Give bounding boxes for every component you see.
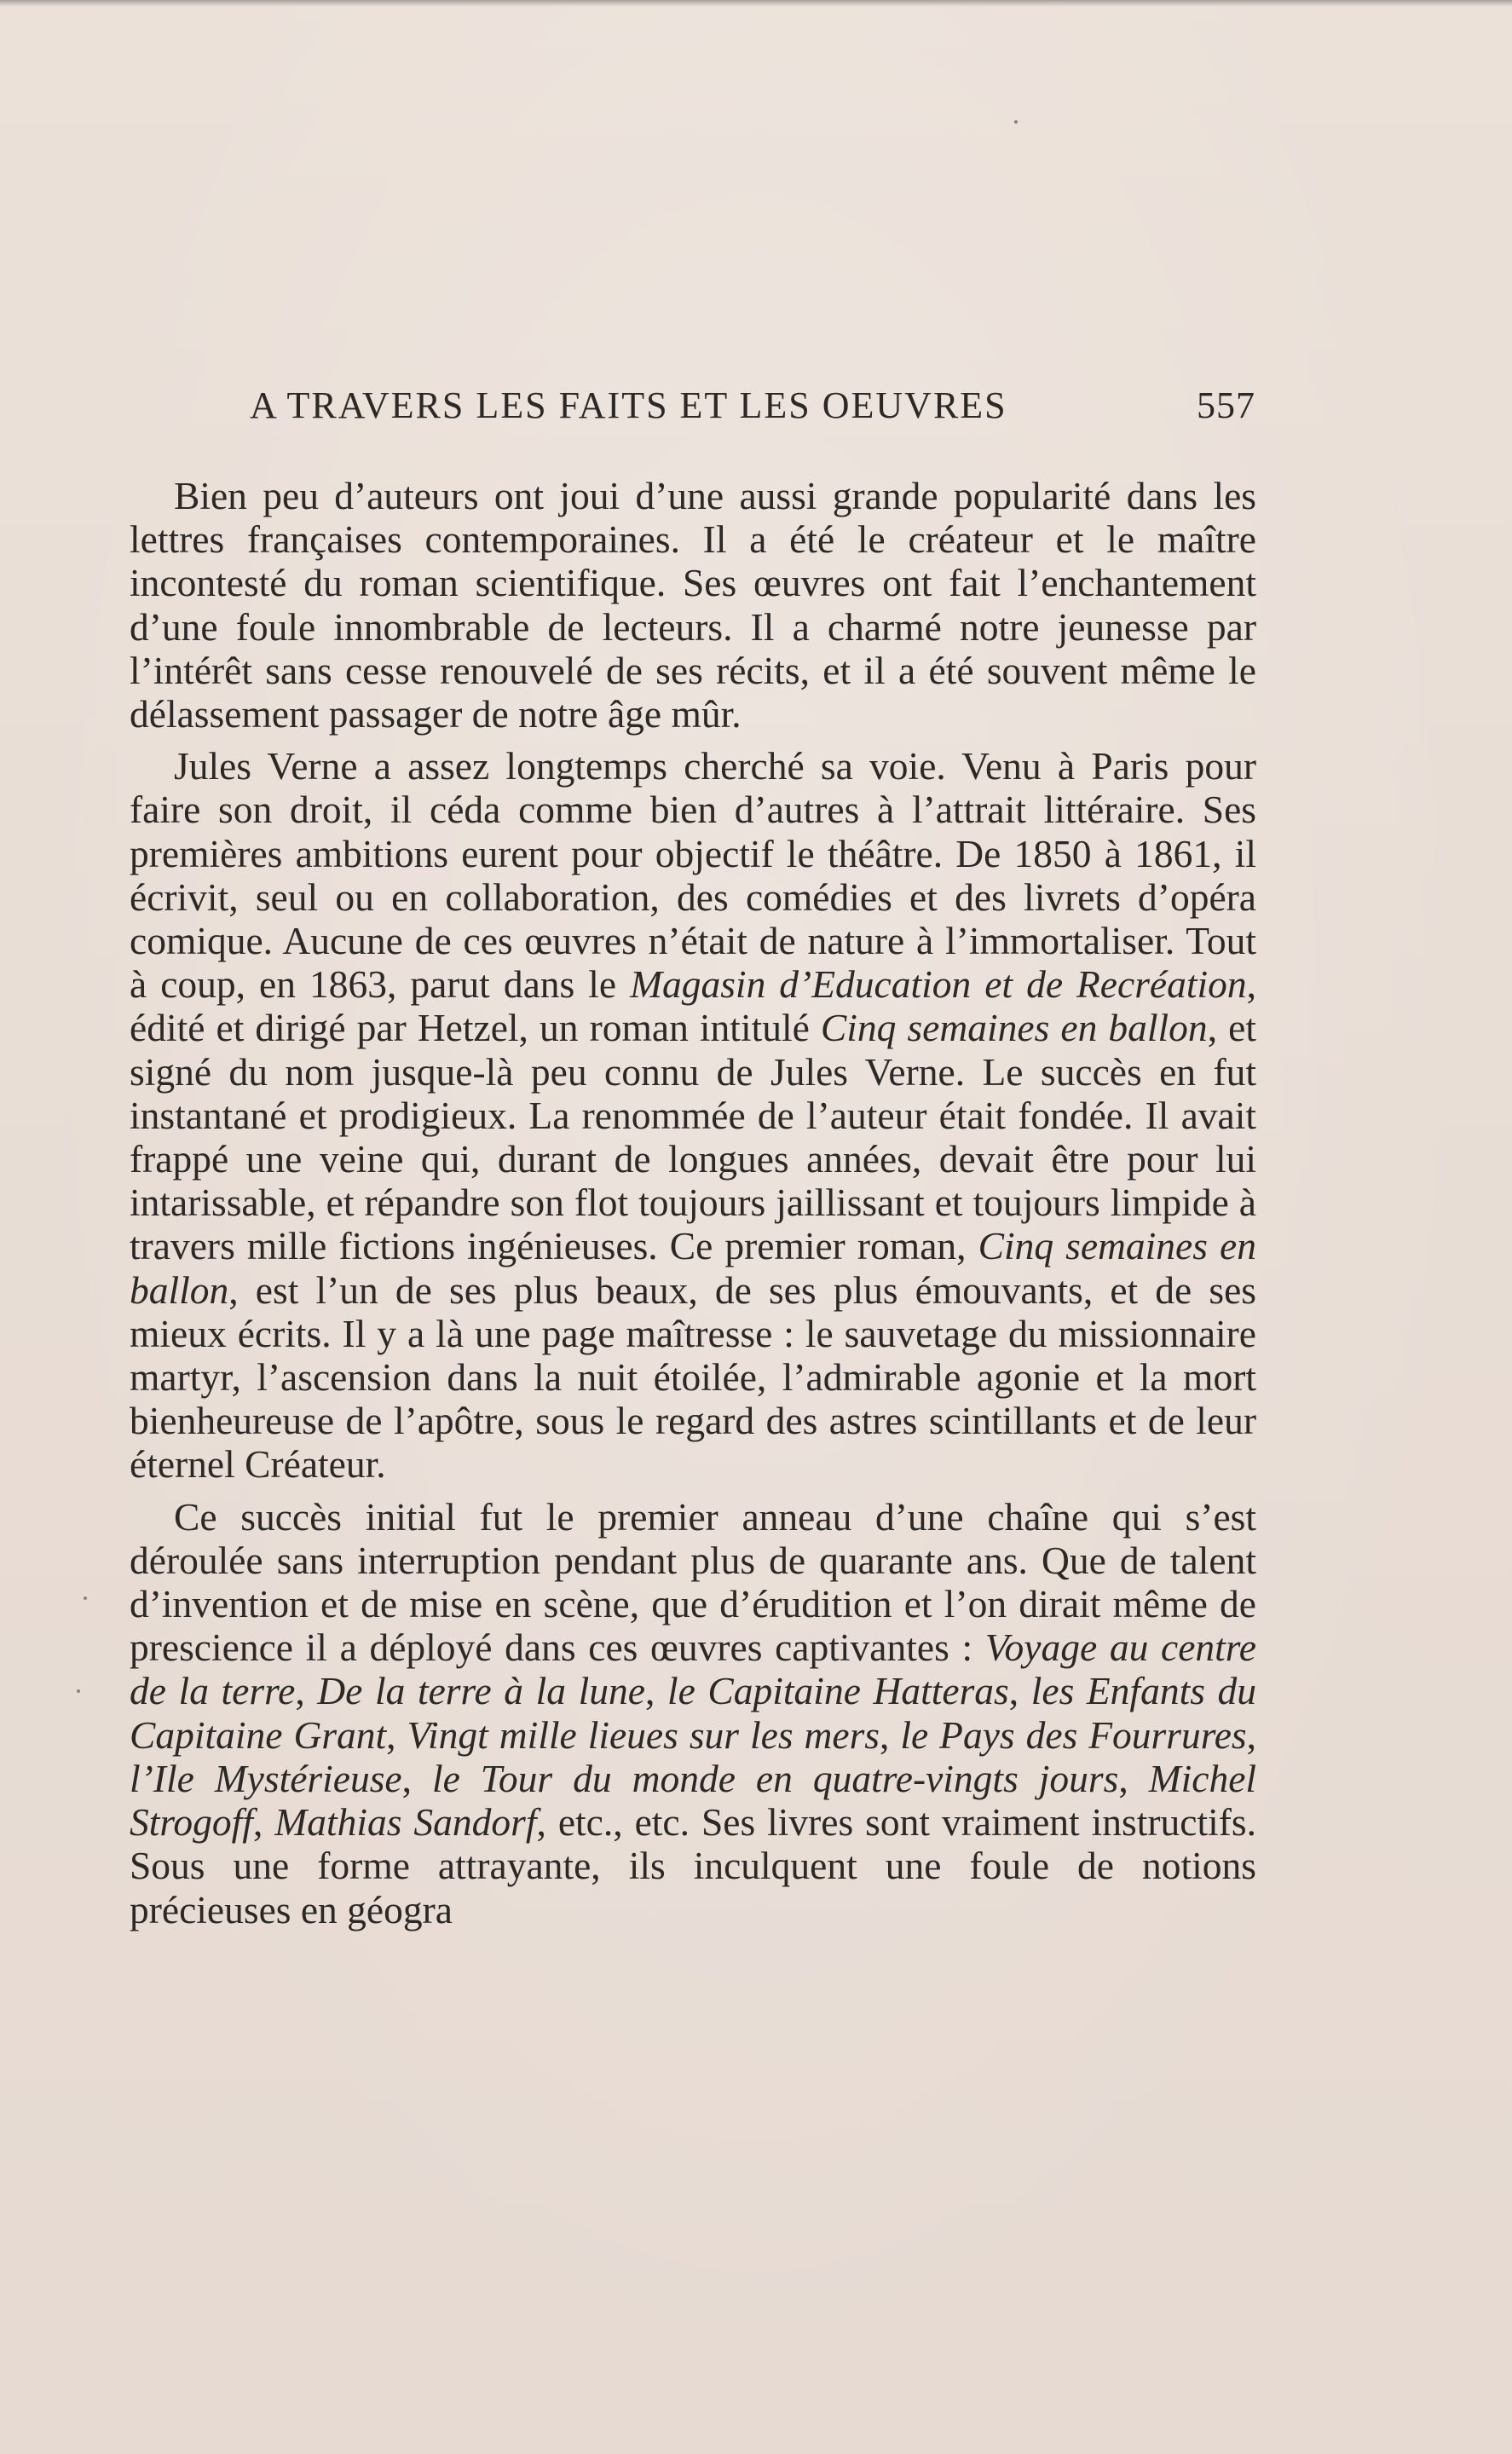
italic-title: Voyage au centre de la terre bbox=[130, 1625, 1256, 1713]
page-top-edge bbox=[0, 0, 1512, 7]
page-number: 557 bbox=[1197, 384, 1255, 426]
body-text bbox=[130, 474, 1256, 1931]
text-run: , bbox=[386, 1712, 407, 1757]
text-run: , bbox=[1246, 1712, 1257, 1757]
margin-speck bbox=[84, 1597, 87, 1600]
text-run: Ce succès initial fut le premier anneau d’une chaîne qui s’est déroulée sans interruption pendant plus de quarante ans. Que de talent d’invention et de mise en scène, que d’érudition et l’on dirait même de prescience il a déployé dans ces œuvres captivantes : bbox=[130, 1494, 1256, 1670]
text-run: , bbox=[879, 1712, 901, 1757]
paragraph-3 bbox=[130, 1495, 1256, 1931]
text-run: , bbox=[645, 1669, 667, 1713]
italic-title: Magasin d’Education et de Recréation bbox=[630, 962, 1247, 1007]
text-run: , édité et dirigé par Hetzel, un roman intitulé bbox=[130, 962, 1257, 1050]
italic-title: Mathias Sandorf bbox=[274, 1800, 537, 1845]
text-run: , bbox=[1008, 1669, 1031, 1713]
text-run: Jules Verne a assez longtemps cherché sa voie. Venu à Paris pour faire son droit, il céda comme bien d’autres à l’attrait littéraire. Ses premières ambitions eurent pour objectif le théâtre. De 1850 à 1861, il écrivit, seul ou en collaboration, des comédies et des livrets d’opéra comique. Aucune de ces œuvres n’était de nature à l’immortaliser. Tout à coup, en 1863, parut dans le bbox=[130, 744, 1256, 1007]
text-run: , bbox=[252, 1800, 275, 1845]
italic-title: l’Ile Mystérieuse bbox=[130, 1756, 402, 1800]
italic-title: le Tour du monde en quatre-vingts jours bbox=[431, 1756, 1119, 1800]
italic-title: Michel Strogoff bbox=[130, 1756, 1257, 1845]
italic-title: Vingt mille lieues sur les mers bbox=[407, 1712, 880, 1757]
italic-title: Cinq semaines en ballon bbox=[130, 1224, 1256, 1312]
text-run: , et signé du nom jusque-là peu connu de Jules Verne. Le succès en fut instantané et prodigieux. La renommée de l’auteur était fondée. Il avait frappé une veine qui, durant de longues années, devait être pour lui intarissable, et répandre son flot toujours jaillissant et toujours limpide à travers mille fictions ingénieuses. Ce premier roman, bbox=[130, 1006, 1256, 1268]
paragraph-2 bbox=[130, 744, 1256, 1486]
italic-title: Cinq semaines en ballon bbox=[820, 1006, 1208, 1050]
text-run: , bbox=[401, 1756, 432, 1800]
margin-speck bbox=[1014, 120, 1018, 124]
italic-title: le Pays des Fourrures bbox=[900, 1712, 1247, 1757]
margin-speck bbox=[77, 1689, 80, 1693]
paragraph-1 bbox=[130, 474, 1256, 736]
running-head bbox=[250, 380, 1255, 431]
text-run: , etc., etc. Ses livres sont vraiment instructifs. Sous une forme attrayante, ils inculquent une foule de notions précieuses en géogra bbox=[130, 1800, 1256, 1931]
italic-title: le Capitaine Hatteras bbox=[667, 1669, 1009, 1713]
italic-title: les Enfants du Capitaine Grant bbox=[130, 1669, 1257, 1757]
text-run: , bbox=[1118, 1756, 1149, 1800]
text-run: Bien peu d’auteurs ont joui d’une aussi grande popularité dans les lettres françaises contemporaines. Il a été le créateur et le maître incontesté du roman scientifique. Ses œuvres ont fait l’enchantement d’une foule innombrable de lecteurs. Il a charmé notre jeunesse par l’intérêt sans cesse renouvelé de ses récits, et il a été souvent même le délassement passager de notre âge mûr. bbox=[130, 474, 1256, 736]
italic-title: De la terre à la lune bbox=[317, 1669, 645, 1713]
text-run: , est l’un de ses plus beaux, de ses plus émouvants, et de ses mieux écrits. Il y a là une page maîtresse : le sauvetage du missionnaire martyr, l’ascension dans la nuit étoilée, l’admirable agonie et la mort bienheureuse de l’apôtre, sous le regard des astres scintillants et de leur éternel Créateur. bbox=[130, 1267, 1256, 1487]
running-head-title: A TRAVERS LES FAITS ET LES OEUVRES bbox=[250, 384, 1007, 426]
text-run: , bbox=[295, 1669, 318, 1713]
